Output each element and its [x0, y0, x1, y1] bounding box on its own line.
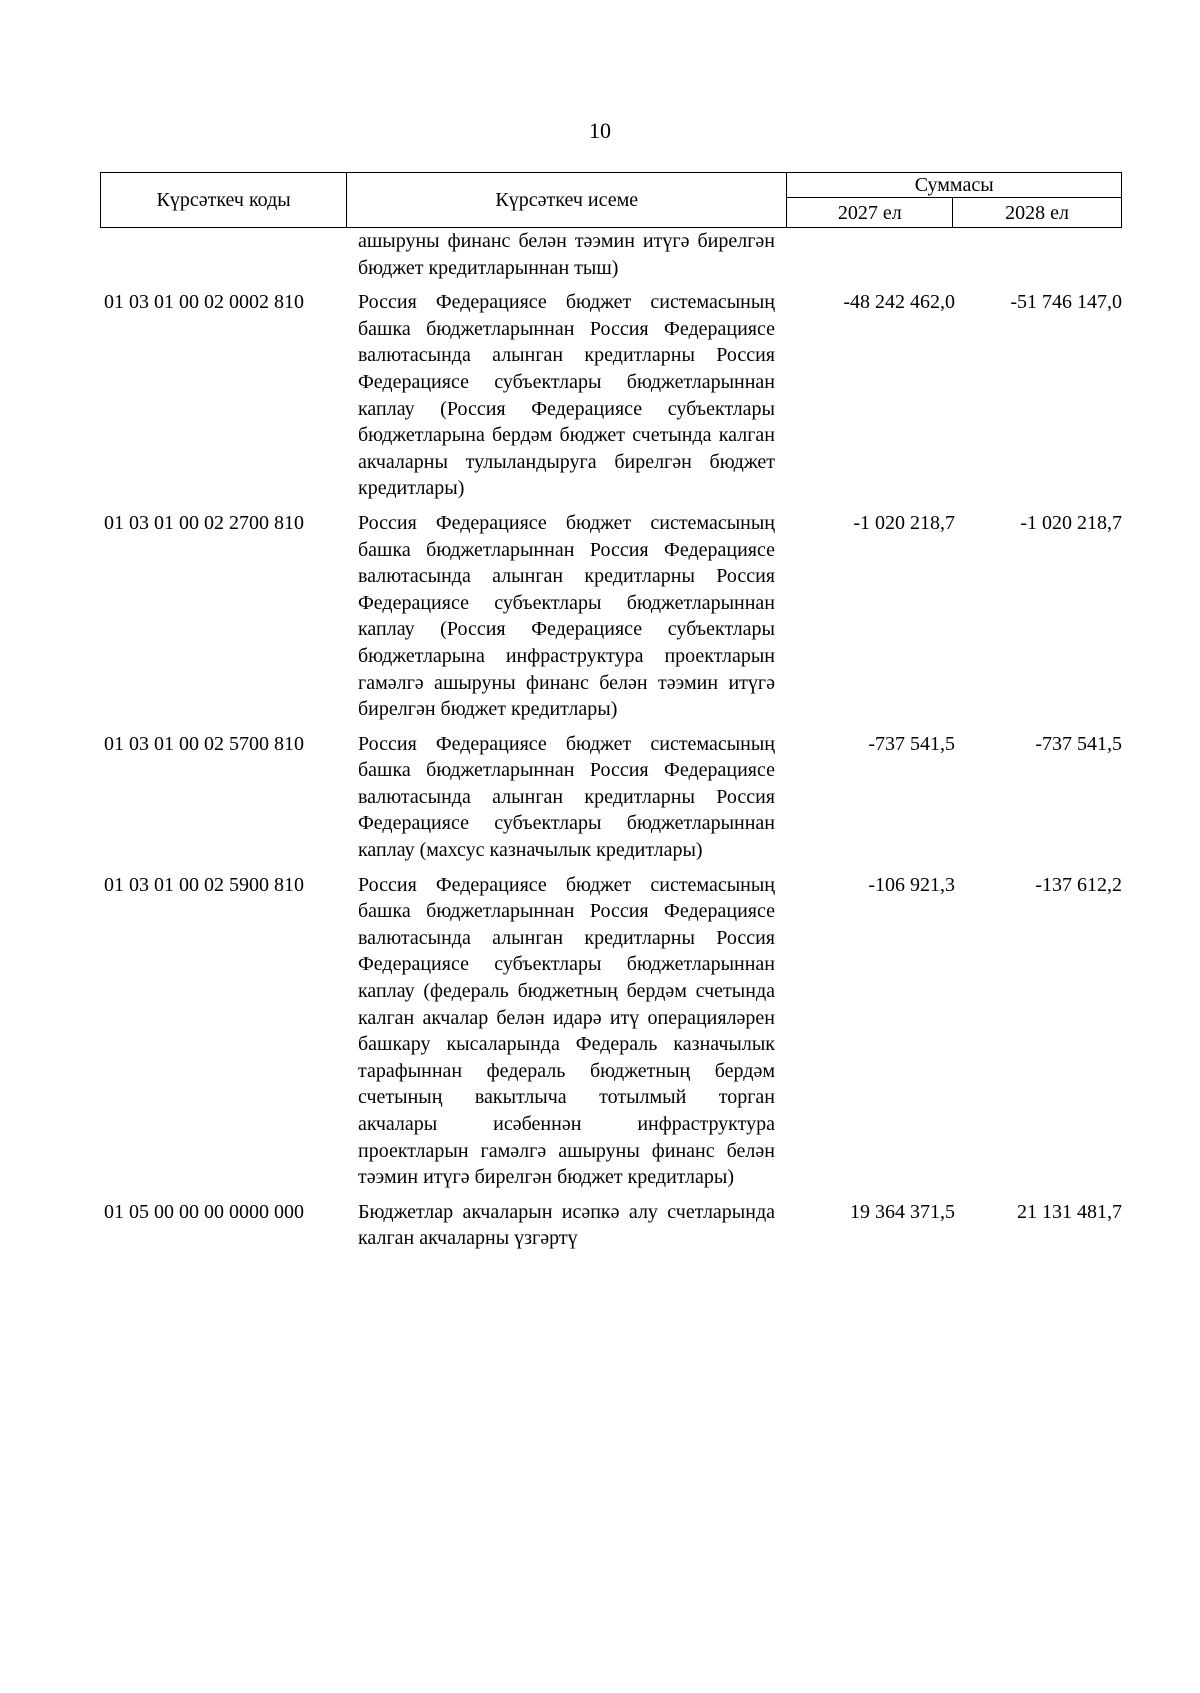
row-code: 01 03 01 00 02 5900 810 — [104, 873, 304, 896]
table-row — [100, 289, 1122, 502]
row-name: Россия Федерациясе бюджет системасының башка бюджетларыннан Россия Федерациясе валютасында алынган кредитларны Россия Федерациясе субъектлары бюджетларыннан каплау (федераль бюджетның бердәм счетында калган акчалар белән идарә итү операцияләрен башкару кысаларында Федераль казначылык тарафыннан федераль бюджетның бердәм счетының вакытлыча тотылмый торган акчалары исәбеннән инфраструктура проектларын гамәлгә ашыруны финанс белән тәэмин итүгә бирелгән бюджет кредитлары) — [358, 873, 775, 1189]
row-value-2028: -737 541,5 — [1035, 732, 1122, 755]
table-row — [100, 228, 1122, 281]
row-value-2027: -48 242 462,0 — [843, 291, 955, 314]
row-value-2027: 19 364 371,5 — [850, 1200, 955, 1223]
header-code: Күрсәткеч коды — [101, 173, 347, 228]
table-body — [100, 228, 1122, 1252]
table-header — [100, 172, 1122, 228]
row-value-2028: -51 746 147,0 — [1010, 291, 1122, 314]
row-code: 01 05 00 00 00 0000 000 — [104, 1200, 304, 1223]
row-value-2027: -106 921,3 — [868, 873, 955, 896]
table-row — [100, 510, 1122, 723]
header-year-2027: 2027 ел — [787, 198, 953, 228]
row-code: 01 03 01 00 02 0002 810 — [104, 291, 304, 314]
row-name: Россия Федерациясе бюджет системасының башка бюджетларыннан Россия Федерациясе валютасында алынган кредитларны Россия Федерациясе субъектлары бюджетларыннан каплау (махсус казначылык кредитлары) — [358, 732, 775, 862]
header-year-2028: 2028 ел — [953, 198, 1122, 228]
row-name: Россия Федерациясе бюджет системасының башка бюджетларыннан Россия Федерациясе валютасында алынган кредитларны Россия Федерациясе субъектлары бюджетларыннан каплау (Россия Федерациясе субъектлары бюджетларына инфраструктура проектларын гамәлгә ашыруны финанс белән тәэмин итүгә бирелгән бюджет кредитлары) — [358, 511, 775, 721]
row-name: Россия Федерациясе бюджет системасының башка бюджетларыннан Россия Федерациясе валютасында алынган кредитларны Россия Федерациясе субъектлары бюджетларыннан каплау (Россия Федерациясе субъектлары бюджетларына бердәм бюджет счетында калган акчаларны тулыландыруга бирелгән бюджет кредитлары) — [358, 291, 775, 500]
page-number: 10 — [589, 118, 611, 143]
row-value-2028: -1 020 218,7 — [1020, 511, 1122, 534]
row-value-2027: -737 541,5 — [868, 732, 955, 755]
row-value-2027: -1 020 218,7 — [853, 511, 955, 534]
table-row — [100, 872, 1122, 1191]
table-row — [100, 731, 1122, 864]
header-name: Күрсәткеч исеме — [347, 173, 787, 228]
row-name: Бюджетлар акчаларын исәпкә алу счетларында калган акчаларны үзгәртү — [358, 1200, 775, 1250]
row-code: 01 03 01 00 02 5700 810 — [104, 732, 304, 755]
row-name: ашыруны финанс белән тәэмин итүгә бирелгән бюджет кредитларыннан тыш) — [358, 230, 775, 279]
row-value-2028: 21 131 481,7 — [1017, 1200, 1122, 1223]
table-row — [100, 1199, 1122, 1252]
row-value-2028: -137 612,2 — [1035, 873, 1122, 896]
row-code: 01 03 01 00 02 2700 810 — [104, 511, 304, 534]
header-sums: Суммасы — [787, 173, 1122, 198]
